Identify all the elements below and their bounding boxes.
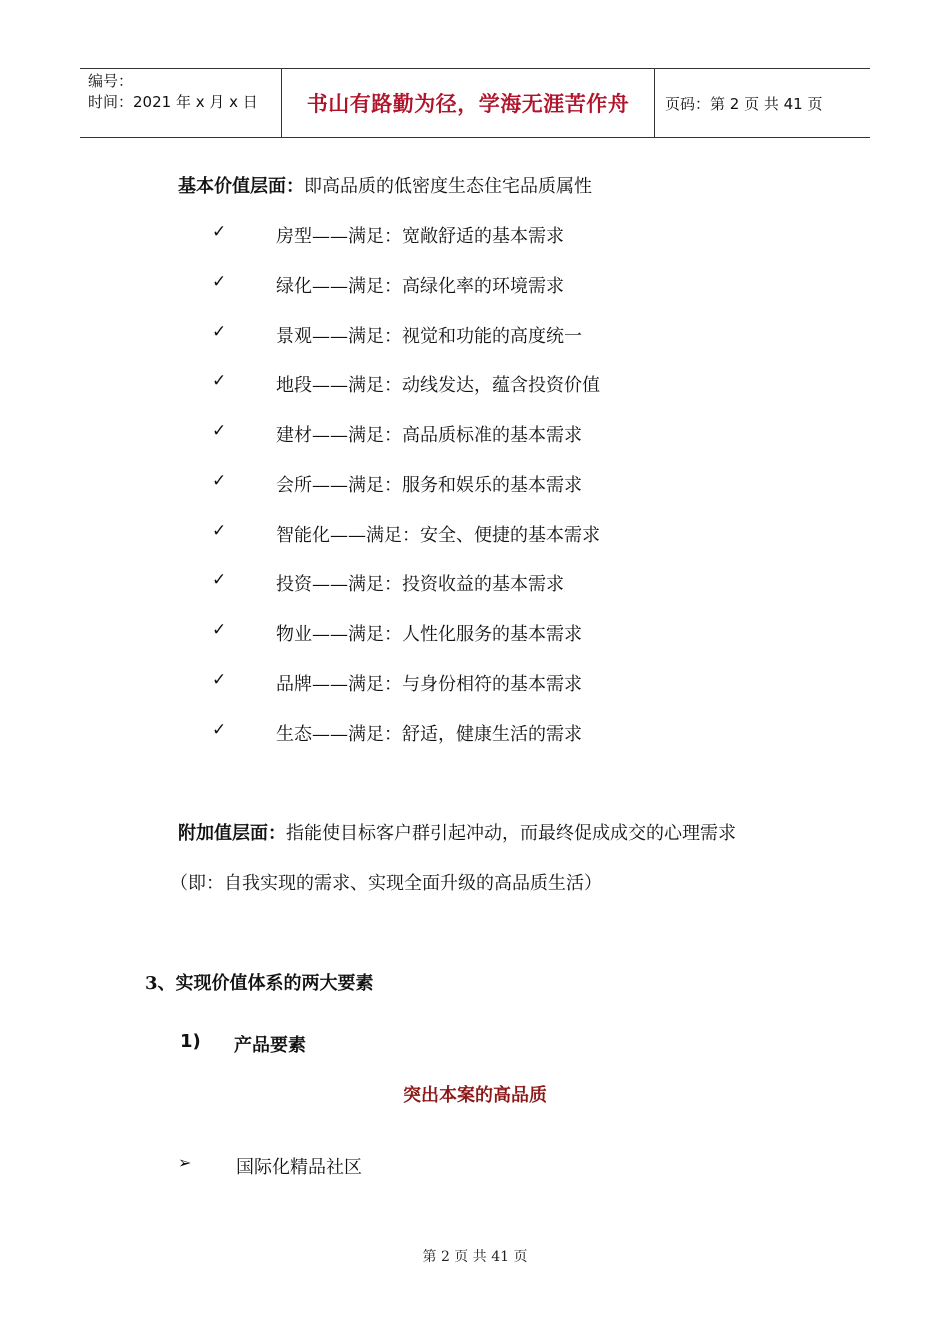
checkmark-icon: ✓ <box>212 521 227 541</box>
check-item <box>212 521 600 547</box>
arrow-bullet-item <box>178 1153 362 1179</box>
highlight-text: 突出本案的高品质 <box>403 1085 547 1106</box>
check-item <box>212 371 600 397</box>
check-item-text: 地段——满足：动线发达，蕴含投资价值 <box>276 375 600 396</box>
check-item-text: 建材——满足：高品质标准的基本需求 <box>276 425 582 446</box>
number-label: 编号： <box>88 72 134 90</box>
checkmark-icon: ✓ <box>212 670 227 690</box>
checkmark-icon: ✓ <box>212 371 227 391</box>
sub-heading <box>180 1031 306 1057</box>
check-item-text: 物业——满足：人性化服务的基本需求 <box>276 624 582 645</box>
header-meta <box>80 69 282 137</box>
added-value-title <box>178 819 736 845</box>
check-item <box>212 272 564 298</box>
checkmark-icon: ✓ <box>212 322 227 342</box>
header-motto-cell <box>282 69 655 137</box>
check-item <box>212 421 582 447</box>
check-item <box>212 670 582 696</box>
checkmark-icon: ✓ <box>212 222 227 242</box>
added-value-title-rest: 指能使目标客户群引起冲动，而最终促成成交的心理需求 <box>286 823 736 844</box>
sub-heading-title: 产品要素 <box>234 1035 306 1056</box>
page-header <box>80 68 870 138</box>
check-item <box>212 570 564 596</box>
basic-value-title <box>178 172 592 198</box>
check-item <box>212 222 564 248</box>
basic-value-title-bold: 基本价值层面： <box>178 176 304 197</box>
checkmark-icon: ✓ <box>212 421 227 441</box>
check-item-text: 会所——满足：服务和娱乐的基本需求 <box>276 475 582 496</box>
check-item <box>212 620 582 646</box>
basic-value-title-rest: 即高品质的低密度生态住宅品质属性 <box>304 176 592 197</box>
check-item-text: 品牌——满足：与身份相符的基本需求 <box>276 674 582 695</box>
check-item <box>212 322 582 348</box>
sub-heading-number: 1) <box>180 1031 201 1052</box>
added-value-note: （即：自我实现的需求、实现全面升级的高品质生活） <box>170 873 602 894</box>
time-label: 时间：2021 年 x 月 x 日 <box>88 93 258 111</box>
motto: 书山有路勤为径，学海无涯苦作舟 <box>306 91 630 116</box>
page-footer: 第 2 页 共 41 页 <box>422 1249 528 1265</box>
checkmark-icon: ✓ <box>212 620 227 640</box>
header-page-info <box>655 69 870 137</box>
arrow-bullet-icon: ➢ <box>178 1153 192 1172</box>
check-item-text: 绿化——满足：高绿化率的环境需求 <box>276 276 564 297</box>
check-item-text: 景观——满足：视觉和功能的高度统一 <box>276 326 582 347</box>
check-item-text: 智能化——满足：安全、便捷的基本需求 <box>276 525 600 546</box>
checkmark-icon: ✓ <box>212 272 227 292</box>
check-item-text: 房型——满足：宽敞舒适的基本需求 <box>276 226 564 247</box>
check-item-text: 投资——满足：投资收益的基本需求 <box>276 574 564 595</box>
page-info: 页码：第 2 页 共 41 页 <box>665 94 823 113</box>
added-value-title-bold: 附加值层面： <box>178 823 286 844</box>
checkmark-icon: ✓ <box>212 720 227 740</box>
check-item-text: 生态——满足：舒适，健康生活的需求 <box>276 724 582 745</box>
section-heading: 3、实现价值体系的两大要素 <box>145 973 374 994</box>
arrow-bullet-text: 国际化精品社区 <box>236 1157 362 1178</box>
checkmark-icon: ✓ <box>212 570 227 590</box>
check-item <box>212 471 582 497</box>
checkmark-icon: ✓ <box>212 471 227 491</box>
check-item <box>212 720 582 746</box>
